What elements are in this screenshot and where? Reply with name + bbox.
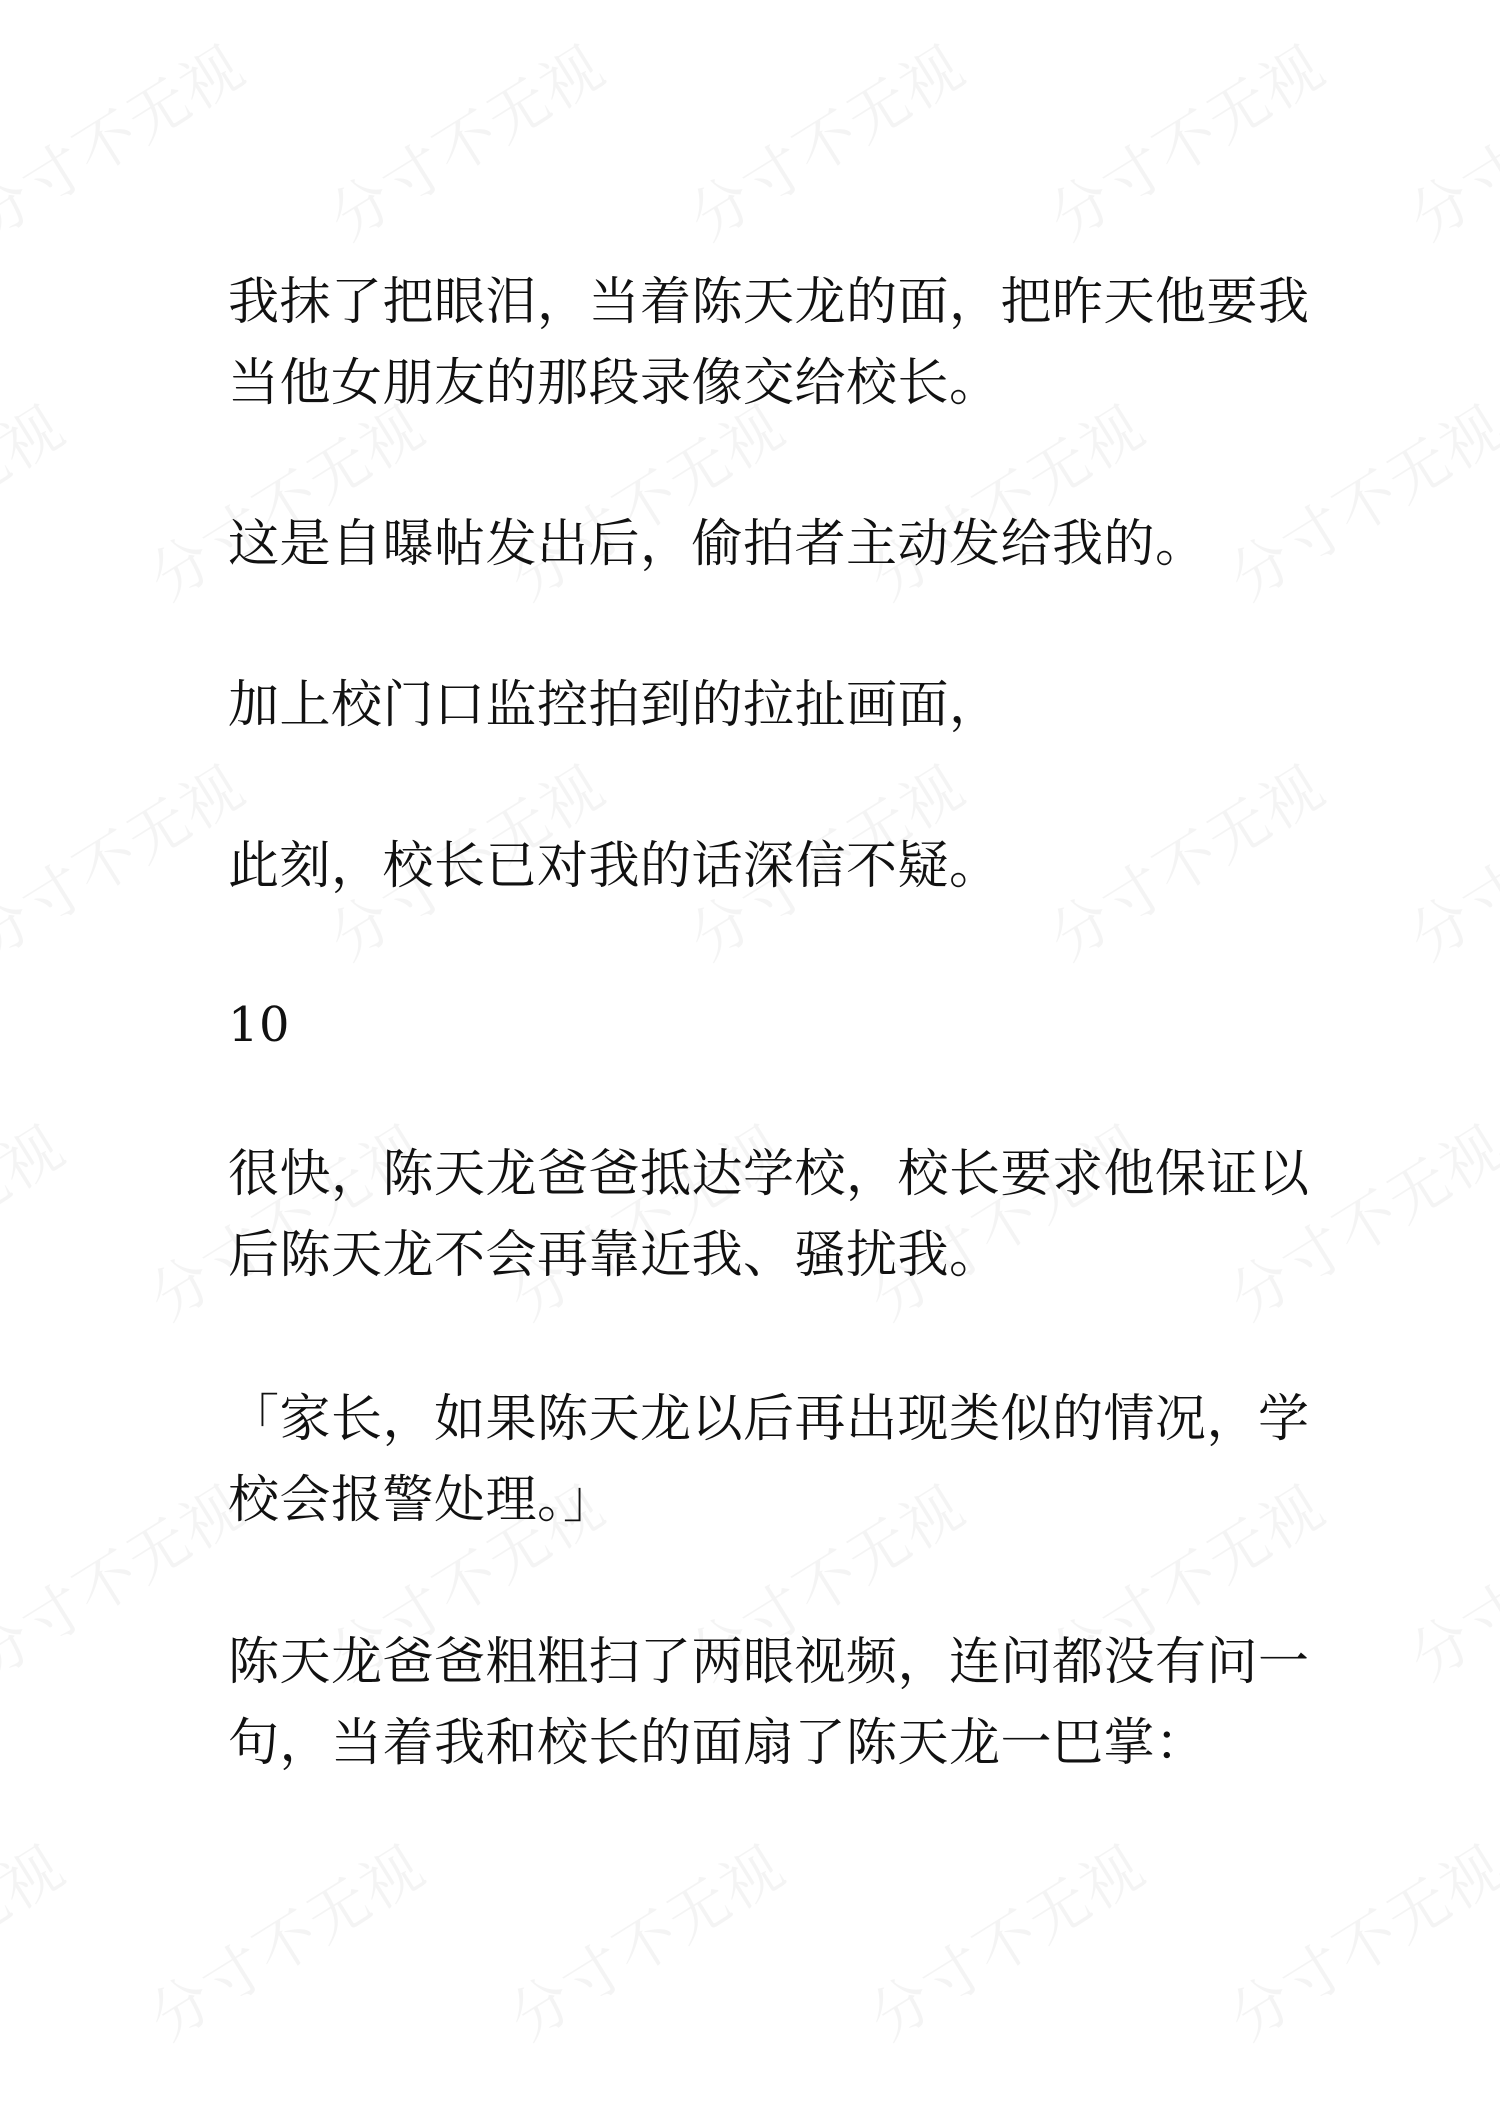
watermark-text — [1040, 756, 1335, 971]
paragraph-video-handover: 我抹了把眼泪，当着陈天龙的面，把昨天他要我当他女朋友的那段录像交给校长。 — [228, 273, 1310, 413]
watermark-text — [0, 1476, 255, 1691]
watermark-text — [0, 36, 255, 251]
watermark-text — [0, 1116, 75, 1331]
watermark-text — [1400, 1476, 1500, 1691]
watermark-text — [320, 36, 615, 251]
watermark-text — [0, 396, 75, 611]
paragraph-principal-belief: 此刻，校长已对我的话深信不疑。 — [228, 837, 1001, 896]
watermark-text — [0, 756, 255, 971]
watermark-text — [860, 1836, 1155, 2051]
paragraph-father-arrives: 很快，陈天龙爸爸抵达学校，校长要求他保证以后陈天龙不会再靠近我、骚扰我。 — [228, 1145, 1310, 1285]
paragraph-father-slap: 陈天龙爸爸粗粗扫了两眼视频，连问都没有问一句，当着我和校长的面扇了陈天龙一巴掌： — [228, 1633, 1310, 1773]
watermark-text — [1040, 36, 1335, 251]
paragraph-video-source: 这是自曝帖发出后，偷拍者主动发给我的。 — [228, 515, 1207, 574]
watermark-text — [500, 1836, 795, 2051]
watermark-text — [1400, 36, 1500, 251]
watermark-text — [680, 36, 975, 251]
paragraph-surveillance: 加上校门口监控拍到的拉扯画面， — [228, 676, 1001, 735]
paragraph-principal-warning: 「家长，如果陈天龙以后再出现类似的情况，学校会报警处理。」 — [228, 1390, 1310, 1530]
watermark-text — [1220, 1836, 1500, 2051]
watermark-text — [1400, 756, 1500, 971]
chapter-number: 10 — [228, 997, 291, 1053]
watermark-text — [1220, 396, 1500, 611]
watermark-text — [140, 1836, 435, 2051]
watermark-text — [0, 1836, 75, 2051]
